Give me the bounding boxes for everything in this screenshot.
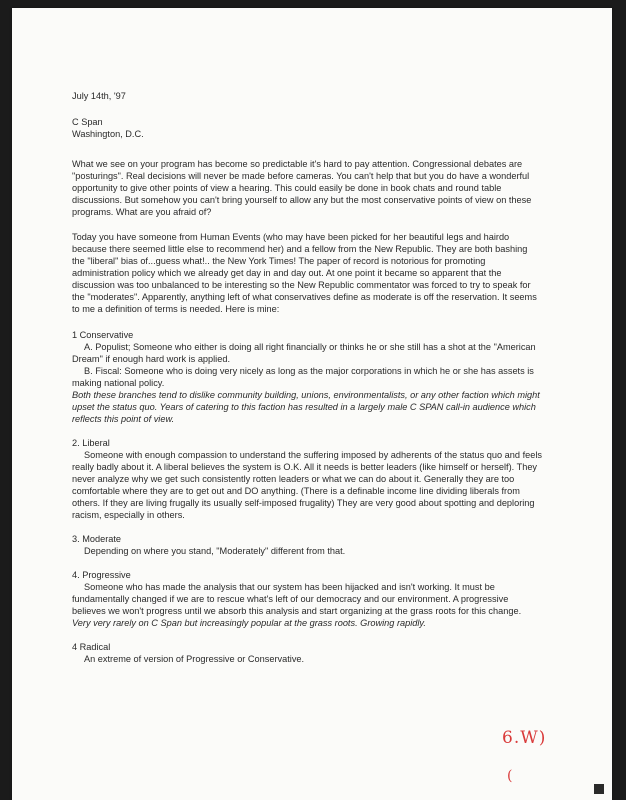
handwritten-note: 6.W) [502, 728, 547, 748]
section-subpoint-a: A. Populist; Someone who either is doing all right financially or thinks he or she still has a shot at the "American Dream" if enough hard work is applied. [72, 342, 536, 364]
recipient-block [72, 116, 542, 140]
section-body: Someone who has made the analysis that our system has been hijacked and isn't working. It must be fundamentally changed if we are to rescue what's left of our democracy and our environment. A progressive believes we won't progress until we absorb this analysis and start organizing at the grass roots for this change. [72, 582, 522, 616]
letter-date: July 14th, '97 [72, 91, 126, 101]
section-heading: 2. Liberal [72, 438, 110, 448]
section-body: Someone with enough compassion to understand the suffering imposed by adherents of the status quo and feels really badly about it. A liberal believes the system is O.K. All it needs is better leaders (like himself or herself). They never analyze why we get such consistently rotten leaders or what we can do about it. Generally they are too comfortable where they are to get out and DO anything. (There is a definable income line dividing liberals from others. If they are living frugally its usually self-imposed frugality) They are very good about spotting and deploring racism, especially in others. [72, 450, 542, 520]
section-progressive [72, 569, 542, 629]
section-radical [72, 641, 542, 665]
section-heading: 4 Radical [72, 642, 111, 652]
section-heading: 3. Moderate [72, 534, 122, 544]
section-body: An extreme of version of Progressive or Conservative. [84, 654, 305, 664]
paragraph-1: What we see on your program has become so predictable it's hard to pay attention. Congressional debates are "posturings". Real decisions will never be made before cameras. You can't help that but you do have a wonderful opportunity to give other points of view a hearing. This could easily be done in book chats and round table discussions. But somehow you can't bring yourself to allow any but the most conservative points of view on these programs. What are you afraid of? [72, 159, 532, 217]
section-moderate [72, 533, 542, 557]
section-heading: 4. Progressive [72, 570, 131, 580]
section-italic-note: Both these branches tend to dislike community building, unions, environmentalists, or any other faction which might upset the status quo. Years of catering to this faction has resulted in a largely male C SPAN call-in audience which reflects this point of view. [72, 390, 540, 424]
handwritten-mark: ( [507, 768, 513, 784]
recipient-name: C Span [72, 117, 103, 127]
section-subpoint-b: B. Fiscal: Someone who is doing very nicely as long as the major corporations in which he or she has assets is making national policy. [72, 366, 534, 388]
paragraph-2: Today you have someone from Human Events (who may have been picked for her beautiful legs and hairdo because there seemed little else to recommend her) and a fellow from the New Republic. They are both bashing the "liberal" bias of...guess what!.. the New York Times! The paper of record is notorious for promoting administration policy which we already get day in and day out. At one point it became so apparent that the discussion was too unbalanced to be interesting so the New Republic commentator was forced to try to speak for the "moderates". Apparently, anything left of what conservatives define as moderate is off the reservation. It seems to me a definition of terms is needed. Here is mine: [72, 232, 537, 314]
section-heading: 1 Conservative [72, 330, 134, 340]
section-body: Depending on where you stand, "Moderately" different from that. [84, 546, 346, 556]
scan-corner-mark [594, 784, 604, 794]
section-italic-note: Very very rarely on C Span but increasingly popular at the grass roots. Growing rapidly. [72, 618, 426, 628]
section-liberal [72, 437, 542, 521]
section-conservative [72, 329, 542, 425]
letter-body [72, 90, 542, 677]
recipient-city: Washington, D.C. [72, 129, 144, 139]
